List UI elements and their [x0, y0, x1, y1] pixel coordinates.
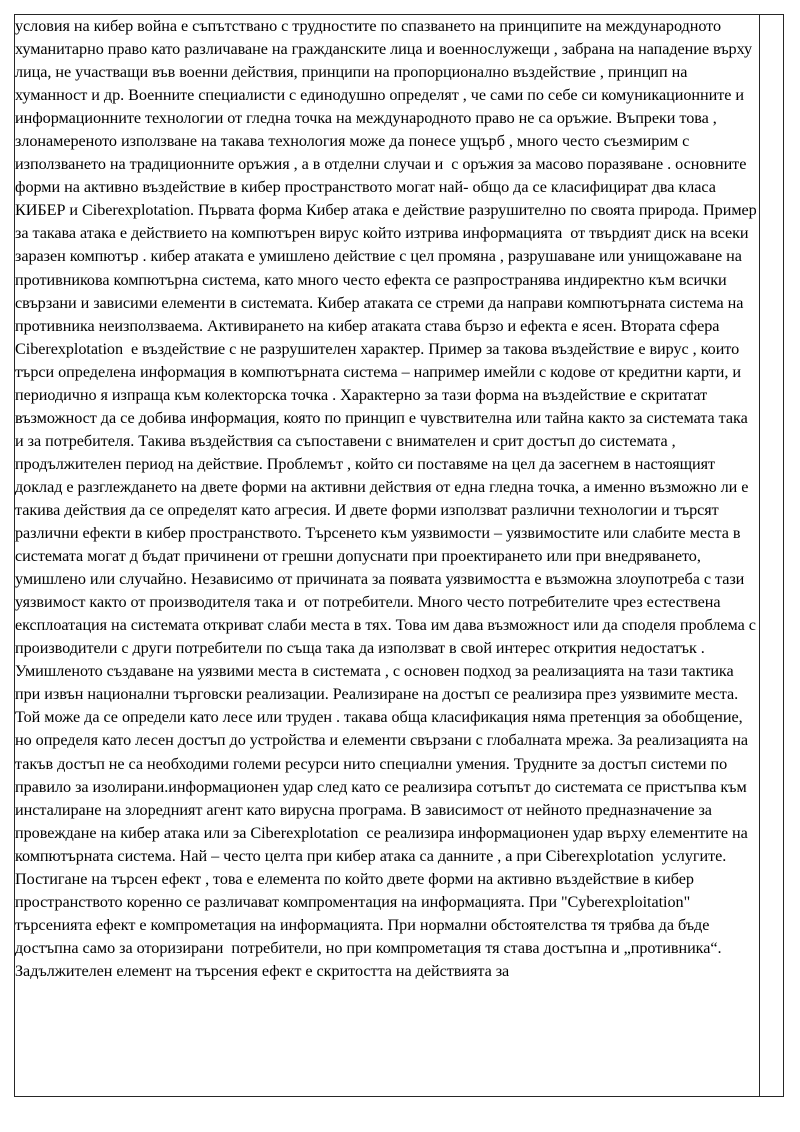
document-table [14, 14, 784, 1097]
table-cell-main-text [15, 15, 760, 1097]
body-paragraph: условия на кибер война е съпътствано с трудностите по спазването на принципите на международното хуманитарно право като различаване на гражданските лица и военнослужещи , забрана на нападение върху лица, не участващи във военни действия, принципи на пропорционално въздействие , принцип на хуманност и др. Военните специалисти с единодушно определят , че сами по себе си комуникационните и информационните технологии от гледна точка на международното право не са оръжие. Въпреки това , злонамереното използване на такава технология може да понесе ущърб , много често съезмирим с използването на традиционните оръжия , а в отделни случаи и с оръжия за масово поразяване . основните форми на активно въздействие в кибер пространството могат най- общо да се класифицират два класа КИБЕР и Ciberexplotation. Първата форма Кибер атака е действие разрушително по своята природа. Пример за такава атака е действието на компютърен вирус който изтрива информацията от твърдият диск на всеки заразен компютър . кибер атаката е умишлено действие с цел промяна , разрушаване или унищожаване на противникова компютърна система, като много често ефекта се разпространява индиректно към всички свързани и зависими елементи в системата. Кибер атаката се стреми да направи компютърната система на противника неизползваема. Активирането на кибер атаката става бързо и ефекта е ясен. Втората сфера Ciberexplotation е въздействие с не разрушителен характер. Пример за такова въздействие е вирус , които търси определена информация в компютърната система – например имейли с кодове от кредитни карти, и периодично я изпраща към колекторска точка . Характерно за тази форма на въздействие е скритатат възможност да се добива информация, която по принцип е чувствителна или тайна както за системата така и за потребителя. Такива въздействия са съпоставени с внимателен и срит достъп до системата , продължителен период на действие. Проблемът , който си поставяме на цел да засегнем в настоящият доклад е разглеждането на двете форми на активни действия от една гледна точка, а именно възможно ли е такива действия да се определят като агресия. И двете форми използват различни технологии и търсят различни ефекти в кибер пространството. Търсенето към уязвимости – уязвимостите или слабите места в системата могат д бъдат причинени от грешни допуснати при проектирането или при внедряването, умишлено или случайно. Независимо от причината за появата уязвимостта е възможна злоупотреба с тази уязвимост както от производителя така и от потребители. Много често потребителите чрез естествена експлоатация на системата откриват слаби места в тях. Това им дава възможност или да споделя проблема с производители с други потребители по съща така да използват в свой интерес открития недостатък . Умишленото създаване на уязвими места в системата , с основен подход за реализацията на тази тактика при извън национални търговски реализации. Реализиране на достъп се реализира през уязвимите места. Той може да се определи като лесе или труден . такава обща класификация няма претенция за обобщение, но определя като лесен достъп до устройства и елементи свързани с глобалната мрежа. За реализацията на такъв достъп не са необходими големи ресурси нито специални умения. Трудните за достъп системи по правило за изолирани.информационен удар след като се реализира сотъпът до системата се пристъпва към инсталиране на злоредният агент като вирусна програма. В зависимост от нейното предназначение за провеждане на кибер атака или за Ciberexplotation се реализира информационен удар върху елементите на компютърната система. Най – често целта при кибер атака са данните , а при Ciberexplotation услугите. Постигане на търсен ефект , това е елемента по който двете форми на активно въздействие в кибер пространството коренно се различават компроментация на информацията. При "Cyberexploitation" търсенията ефект е компрометация на информацията. При нормални обстоятелства тя трябва да бъде достъпна само за оторизирани потребители, но при компрометация тя става достъпна и „противника“. Задължителен елемент на търсения ефект е скритостта на действията за [15, 17, 761, 980]
table-cell-side-empty [760, 15, 784, 1097]
side-column-content [760, 15, 783, 1096]
table-row [15, 15, 784, 1097]
